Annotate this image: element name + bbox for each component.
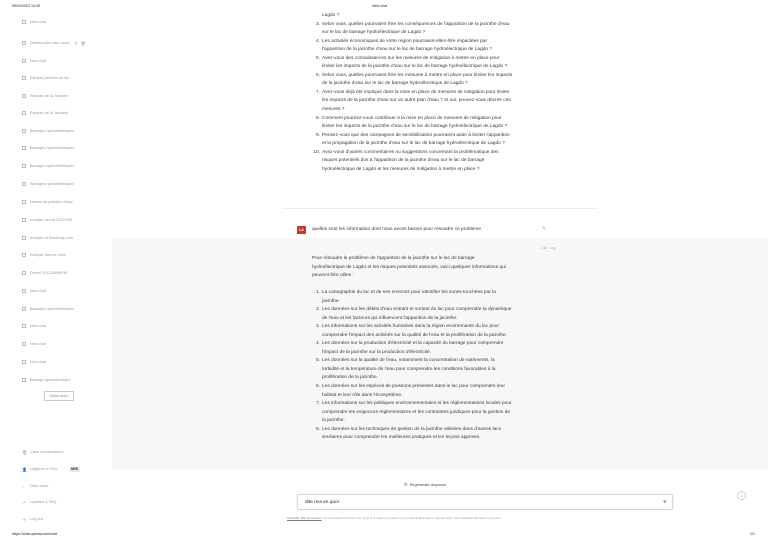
list-item-text: La cartographie du lac et de ses environs pour identifier les zones touchées par la (322, 290, 496, 295)
new-badge: NEW (70, 467, 79, 471)
list-item-text: jacinthe. (322, 298, 340, 304)
sidebar-chat-label: New chat (30, 324, 46, 328)
list-item-text: risques potentiels dus à l'apparition de la jacinthe d'eau sur le lac de barrage (322, 158, 485, 164)
version-link[interactable]: ChatGPT Mar 23 Version (287, 516, 322, 520)
assistant-intro (312, 255, 542, 281)
list-item-text: comprendre les exigences réglementaires et les contraintes juridiques pour la gestion de (322, 409, 510, 415)
list-item (312, 115, 542, 124)
list-item-continuation (312, 417, 542, 426)
list-item-text: Les données sur les espèces de poissons présentes dans le lac pour comprendre leur (322, 384, 505, 390)
sidebar-chat-label: Barrages hydroélectriques (30, 182, 75, 186)
trash-icon[interactable]: 🗑 (80, 40, 86, 46)
sidebar-bottom-label: Dark mode (30, 484, 49, 488)
list-item-text: de la jacinthe d'eau sur le lac de barrage hydroélectrique de Lagdo ? (322, 81, 468, 87)
sidebar-chat-item[interactable] (22, 234, 106, 242)
list-item (312, 357, 542, 366)
sidebar-chat-label: New chat (30, 360, 46, 364)
list-item (312, 12, 542, 21)
list-item-continuation (312, 434, 542, 443)
sidebar-chat-item[interactable] (22, 305, 106, 313)
list-item-text: mesures ? (322, 107, 345, 113)
item-actions (74, 41, 85, 46)
list-item-text: limiter les impacts de la jacinthe d'eau sur le lac de barrage hydroélectrique de Lagdo ? (322, 124, 508, 130)
list-item-number: 6 . (312, 383, 320, 392)
sidebar-chat-item[interactable] (22, 180, 106, 188)
list-item (312, 55, 542, 64)
previous-answer-list (312, 12, 542, 174)
show-more-button[interactable]: Show more (44, 391, 74, 401)
list-item (312, 72, 542, 81)
list-item-continuation (312, 298, 542, 307)
scroll-down-button[interactable] (737, 491, 746, 500)
thumbs-down-icon[interactable]: 👎︎ (550, 245, 556, 250)
list-item-text: Avez-vous des connaissances sur les mesures de mitigation à mettre en place pour (322, 55, 500, 61)
list-item-text: Les activités économiques de votre région pourraient-elles être impactées par (322, 38, 488, 44)
chat-bubble-icon (22, 20, 26, 23)
list-item-number: 1 . (312, 289, 320, 298)
list-item-text: Les données sur les débits d'eau entrant et sortant du lac pour comprendre la dynamique (322, 307, 512, 313)
print-url: https://chat.openai.com/chat (12, 532, 57, 536)
chat-bubble-icon (22, 324, 26, 327)
assistant-message (112, 239, 768, 469)
sidebar-chat-item[interactable] (22, 162, 106, 170)
list-item-text: sur le lac de barrage hydroélectrique de Lagdo ? (322, 30, 426, 36)
sidebar-chat-label: Risques jacinthe au lac (30, 76, 70, 80)
list-item-text: Les données sur la production d'électricité et la capacité du barrage pour comprendre (322, 341, 504, 347)
sidebar-chat-item[interactable] (22, 322, 106, 330)
sidebar-chat-item[interactable] (22, 18, 106, 26)
list-item-continuation (312, 374, 542, 383)
list-item-continuation (312, 97, 542, 106)
sidebar-chat-label: New chat (30, 342, 46, 346)
list-item-text: la jacinthe. (322, 418, 345, 424)
assistant-intro-line: Pour résoudre le problème de l'apparition de la jacinthe sur le lac de barrage (312, 256, 475, 261)
sidebar-chat-item[interactable] (22, 92, 106, 100)
edit-icon[interactable]: ✎ (542, 226, 547, 232)
list-item-text: Les informations sur les activités humaines dans la région environnante du lac pour (322, 324, 500, 330)
list-item-number: 7 . (312, 89, 320, 98)
sidebar-chat-item[interactable] (22, 198, 106, 206)
chat-bubble-icon (22, 360, 26, 363)
sidebar-chat-item[interactable] (22, 144, 106, 152)
chat-bubble-icon (22, 218, 26, 221)
list-item (312, 21, 542, 30)
list-item-continuation (312, 166, 542, 175)
chat-bubble-icon (22, 41, 26, 44)
list-item-text: Comment pourriez-vous contribuer à la mise en place de mesures de mitigation pour (322, 115, 502, 121)
list-item-text: Selon vous, quelles pourraient être les conséquences de l'apparition de la jacinthe d'eau (322, 21, 510, 27)
regenerate-label: Regenerate response (409, 483, 447, 487)
list-item-continuation (312, 63, 542, 72)
sidebar-chat-label: Niveau de pollution d'eau (30, 200, 73, 204)
sidebar-chat-item[interactable] (22, 340, 106, 348)
sidebar-chat-item[interactable] (22, 287, 106, 295)
print-date: 05/04/2023 15:39 (12, 4, 40, 8)
list-item-text: turbidité et la température de l'eau pour comprendre les conditions favorables à la (322, 366, 496, 372)
chat-bubble-icon (22, 378, 26, 381)
sidebar-chat-label: Barrages hydroélectriques (30, 129, 75, 133)
sidebar-upgrade-to-plus-button[interactable] (22, 465, 106, 473)
list-item-text: similaires pour comprendre les meilleures pratiques et les leçons apprises. (322, 435, 481, 441)
sidebar-chat-label: Risques de la Jacinthe (30, 94, 69, 98)
sidebar-chat-label: Risques de la Jacinthe (30, 111, 69, 115)
list-item-text: Pensez-vous que des campagnes de sensibilisation pourraient aider à limiter l'apparition (322, 132, 510, 138)
sidebar-bottom-label: Log out (30, 517, 43, 521)
sidebar-chat-label: New chat (30, 59, 46, 63)
list-item-text: l'impact de la jacinthe sur la production d'électricité. (322, 349, 432, 355)
chat-bubble-icon (22, 289, 26, 292)
list-item-number: 3 . (312, 21, 320, 30)
list-item-text: comprendre l'impact des activités sur la qualité de l'eau et la prolifération de la jacinthe. (322, 332, 508, 338)
print-page-number: 1/1 (750, 532, 755, 536)
chat-bubble-icon (22, 342, 26, 345)
list-item-number: 5 . (312, 55, 320, 64)
list-item-number: 5 . (312, 357, 320, 366)
sidebar-chat-label: Analyse décret 2012/069 (30, 218, 73, 222)
list-item-continuation (312, 80, 542, 89)
list-item-text: prolifération de la jacinthe. (322, 375, 378, 381)
list-item (312, 89, 542, 98)
assistant-intro-line: hydroélectrique de Lagdo et les risques potentiels associés, voici quelques informations qui (312, 264, 506, 270)
sidebar-chat-item[interactable] (22, 127, 106, 135)
footer-note (287, 516, 687, 520)
list-item-text: et la propagation de la jacinthe d'eau sur le lac de barrage hydroélectrique de Lagdo ? (322, 141, 505, 147)
chat-bubble-icon (22, 111, 26, 114)
list-item (312, 149, 542, 158)
list-item (312, 426, 542, 435)
list-item-continuation (312, 315, 542, 324)
print-footer (0, 528, 768, 543)
chat-bubble-icon (22, 164, 26, 167)
external-link-icon: ↗ (22, 500, 26, 505)
list-item (312, 289, 542, 298)
chat-bubble-icon (22, 146, 26, 149)
list-item-continuation (312, 366, 542, 375)
list-item-continuation (312, 349, 542, 358)
chat-bubble-icon (22, 59, 26, 62)
message-input-value: dite moi en quoi (305, 500, 339, 505)
send-icon[interactable]: ➤ (661, 498, 669, 506)
list-item-number: 9 . (312, 132, 320, 141)
chat-bubble-icon (22, 76, 26, 79)
sidebar-chat-item[interactable] (22, 74, 106, 82)
user-message-text: quelles sont les information dont nous avons besoin pour resoudre ce probleme (312, 227, 482, 232)
sidebar-chat-label: Barrages hydroélectriques (30, 146, 75, 150)
sidebar-chat-label: Barrages hydroélectriques (30, 164, 75, 168)
list-item-number: 8 . (312, 426, 320, 435)
regenerate-button[interactable] (399, 480, 451, 490)
list-item (312, 323, 542, 332)
sidebar-chat-label: Détérioration des cours (30, 41, 70, 45)
list-item (312, 38, 542, 47)
list-item-text: Les données sur la qualité de l'eau, notamment la concentration de nutriments, la (322, 358, 495, 364)
sidebar-chat-item[interactable] (22, 358, 106, 366)
sidebar-log-out-button[interactable] (22, 515, 106, 523)
assistant-answer-list (312, 289, 542, 443)
chat-bubble-icon (22, 129, 26, 132)
user-message (112, 209, 768, 239)
moon-icon: ☾ (22, 484, 26, 489)
list-item-text: de l'eau et les facteurs qui influencent l'apparition de la jacinthe. (322, 315, 458, 321)
list-item-number: 4 . (312, 340, 320, 349)
sidebar-chat-item[interactable] (22, 109, 106, 117)
sidebar-chat-label: New chat (30, 20, 46, 24)
list-item-number: 4 . (312, 38, 320, 47)
list-item-continuation (312, 106, 542, 115)
print-header (0, 0, 768, 12)
feedback-buttons (542, 245, 555, 251)
chat-bubble-icon (22, 307, 26, 310)
list-item-number: 8 . (312, 115, 320, 124)
list-item-text: hydroélectrique de Lagdo et les mesures de mitigation à mettre en place ? (322, 166, 480, 172)
chat-main (112, 12, 768, 527)
chat-bubble-icon (22, 94, 26, 97)
chat-bubble-icon (22, 253, 26, 256)
sidebar-chat-label: New chat (30, 289, 46, 293)
chat-bubble-icon (22, 200, 26, 203)
logout-icon: ⇥ (22, 517, 26, 522)
chat-bubble-icon (22, 182, 26, 185)
list-item-continuation (312, 332, 542, 341)
edit-icon[interactable]: ✎ (74, 40, 78, 46)
sidebar-chat-label: Analyse of Electricity Law (30, 236, 74, 240)
list-item-text: Avez-vous d'autres commentaires ou suggestions concernant la problématique des (322, 149, 499, 155)
list-item-number: 6 . (312, 72, 320, 81)
sidebar-clear-conversations-button[interactable] (22, 448, 106, 456)
sidebar-bottom-label: Updates & FAQ (30, 500, 57, 504)
list-item-number: 7 . (312, 400, 320, 409)
list-item-text: Les données sur les techniques de gestion de la jacinthe utilisées dans d'autres lacs (322, 426, 502, 432)
sidebar-chat-label: Barrage hydroélectrique (30, 378, 71, 382)
list-item-continuation (312, 157, 542, 166)
list-item-text: limiter les impacts de la jacinthe d'eau sur le lac de barrage hydroélectrique de Lagdo ? (322, 64, 508, 70)
list-item (312, 306, 542, 315)
assistant-intro-line: peuvent être utiles : (312, 273, 354, 279)
sidebar (0, 12, 112, 527)
footer-note-text: . Free Research Preview. Our goal is to make AI systems more natural and safe to interact with. Your feedback will help us improve. (321, 516, 502, 520)
user-avatar: LA (297, 226, 306, 234)
sidebar-updates-faq-button[interactable] (22, 498, 106, 506)
chat-bubble-icon (22, 271, 26, 274)
list-item-continuation (312, 123, 542, 132)
sidebar-chat-item[interactable] (22, 269, 106, 277)
list-item-continuation (312, 392, 542, 401)
sidebar-chat-item[interactable] (22, 251, 106, 259)
list-item-number: 10 . (312, 149, 320, 158)
list-item-text: Selon vous, quelles pourraient être les mesures à mettre en place pour limiter les impacts (322, 72, 513, 78)
list-item-continuation (312, 29, 542, 38)
list-item-continuation (312, 46, 542, 55)
list-item (312, 340, 542, 349)
trash-icon: 🗑 (22, 450, 28, 455)
message-input[interactable] (297, 494, 673, 510)
list-item (312, 383, 542, 392)
arrow-down-icon: ↓ (740, 493, 743, 498)
user-icon: 👤 (22, 467, 27, 472)
sidebar-chat-item[interactable] (22, 57, 106, 65)
thumbs-up-icon[interactable]: 👍︎ (542, 245, 547, 250)
list-item-number: 3 . (312, 323, 320, 332)
chat-bubble-icon (22, 236, 26, 239)
sidebar-chat-item[interactable] (22, 216, 106, 224)
list-item-text: Les informations sur les politiques environnementales et les réglementations locales pour (322, 401, 512, 407)
list-item-number: 2 . (312, 306, 320, 315)
sidebar-chat-item[interactable] (22, 39, 106, 47)
sidebar-chat-label: Analyse Decree Note (30, 253, 66, 257)
list-item-text: Lagdo ? (322, 13, 340, 18)
list-item-text: les impacts de la jacinthe d'eau sur un autre plan d'eau ? Si oui, pouvez-vous décrire ces (322, 98, 511, 104)
list-item-text: l'apparition de la jacinthe d'eau sur le lac de barrage hydroélectrique de Lagdo ? (322, 47, 493, 53)
sidebar-bottom-label: Upgrade to Plus (30, 467, 58, 471)
sidebar-chat-item[interactable] (22, 376, 106, 384)
sidebar-chat-label: Décret 2012/2806/PM (30, 271, 67, 275)
sidebar-dark-mode-button[interactable] (22, 482, 106, 490)
sidebar-bottom-label: Clear conversations (30, 450, 64, 454)
list-item-continuation (312, 140, 542, 149)
list-item (312, 400, 542, 409)
sidebar-chat-label: Barrages hydroélectriques (30, 307, 75, 311)
list-item-continuation (312, 409, 542, 418)
print-title: New chat (372, 4, 387, 8)
list-item-text: Avez-vous déjà été impliqué dans la mise en place de mesures de mitigation pour limiter (322, 89, 510, 95)
list-item-text: habitat et leur rôle dans l'écosystème. (322, 392, 403, 398)
list-item (312, 132, 542, 141)
regenerate-icon: ↻ (404, 482, 408, 487)
